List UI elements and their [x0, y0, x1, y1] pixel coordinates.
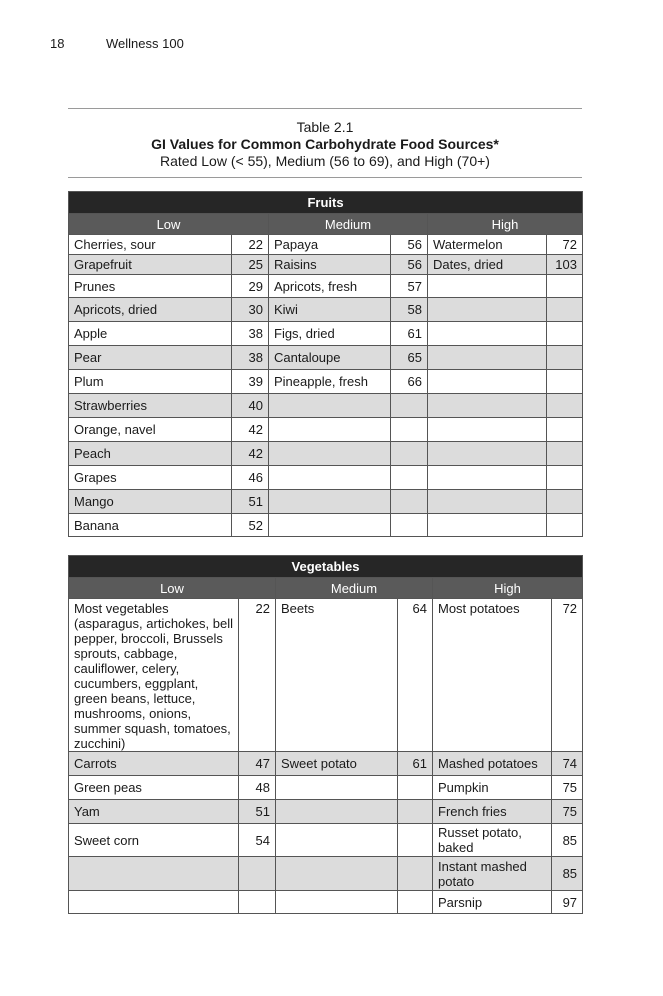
- fruits-medium-gi-cell: [391, 418, 428, 442]
- fruits-medium-gi-cell: [391, 490, 428, 514]
- vegetables-high-food-cell: French fries: [433, 800, 552, 824]
- fruits-medium-gi-cell: [391, 466, 428, 490]
- vegetables-low-gi-cell: 54: [239, 824, 276, 857]
- fruits-medium-food-cell: Figs, dried: [269, 322, 391, 346]
- fruits-low-gi-cell: 30: [232, 298, 269, 322]
- fruits-low-gi-cell: 22: [232, 235, 269, 255]
- fruits-high-gi-cell: 103: [547, 255, 583, 275]
- fruits-low-gi-cell: 38: [232, 322, 269, 346]
- fruits-high-food-cell: [428, 298, 547, 322]
- book-title: Wellness 100: [106, 36, 184, 51]
- fruits-row: [69, 275, 583, 298]
- fruits-low-gi-cell: 39: [232, 370, 269, 394]
- vegetables-table: [68, 555, 583, 914]
- fruits-low-gi-cell: 25: [232, 255, 269, 275]
- vegetables-row: [69, 776, 583, 800]
- vegetables-high-food-cell: Pumpkin: [433, 776, 552, 800]
- fruits-medium-food-cell: [269, 490, 391, 514]
- fruits-high-gi-cell: [547, 275, 583, 298]
- fruits-high-food-cell: [428, 322, 547, 346]
- fruits-medium-gi-cell: 66: [391, 370, 428, 394]
- vegetables-low-food-cell: Sweet corn: [69, 824, 239, 857]
- vegetables-low-food-cell: Most vegetables (asparagus, artichokes, bell pepper, broccoli, Brussels sprouts, cabbage, cauliflower, celery, cucumbers, eggplant, green beans, lettuce, mushrooms, onions, summer squash, tomatoes, zucchini): [69, 599, 239, 752]
- fruits-low-food-cell: Peach: [69, 442, 232, 466]
- fruits-low-food-cell: Plum: [69, 370, 232, 394]
- vegetables-medium-gi-cell: 64: [398, 599, 433, 752]
- vegetables-high-food-cell: Most potatoes: [433, 599, 552, 752]
- vegetables-high-gi-cell: 97: [552, 891, 583, 914]
- fruits-high-gi-cell: [547, 298, 583, 322]
- fruits-medium-food-cell: Papaya: [269, 235, 391, 255]
- caption-bottom-rule: [68, 177, 582, 178]
- vegetables-medium-food-cell: Sweet potato: [276, 752, 398, 776]
- fruits-group-header: Fruits: [69, 192, 583, 214]
- vegetables-medium-food-cell: [276, 776, 398, 800]
- vegetables-high-food-cell: Russet potato, baked: [433, 824, 552, 857]
- vegetables-low-food-cell: Carrots: [69, 752, 239, 776]
- vegetables-low-gi-cell: [239, 891, 276, 914]
- fruits-medium-food-cell: [269, 466, 391, 490]
- fruits-row: [69, 490, 583, 514]
- fruits-low-food-cell: Apricots, dried: [69, 298, 232, 322]
- vegetables-medium-food-cell: [276, 824, 398, 857]
- vegetables-medium-gi-cell: [398, 800, 433, 824]
- fruits-high-gi-cell: [547, 322, 583, 346]
- fruits-row: [69, 466, 583, 490]
- fruits-high-gi-cell: [547, 418, 583, 442]
- vegetables-low-food-cell: [69, 891, 239, 914]
- vegetables-medium-gi-cell: [398, 857, 433, 891]
- vegetables-row: [69, 800, 583, 824]
- fruits-high-gi-cell: [547, 514, 583, 537]
- fruits-low-food-cell: Grapes: [69, 466, 232, 490]
- fruits-row: [69, 298, 583, 322]
- top-rule: [68, 108, 582, 109]
- vegetables-medium-gi-cell: [398, 891, 433, 914]
- fruits-medium-gi-cell: 58: [391, 298, 428, 322]
- vegetables-low-gi-cell: 22: [239, 599, 276, 752]
- fruits-medium-gi-cell: [391, 514, 428, 537]
- fruits-low-food-cell: Grapefruit: [69, 255, 232, 275]
- fruits-medium-food-cell: Apricots, fresh: [269, 275, 391, 298]
- fruits-medium-food-cell: [269, 514, 391, 537]
- fruits-medium-food-cell: Kiwi: [269, 298, 391, 322]
- fruits-medium-food-cell: [269, 394, 391, 418]
- fruits-medium-food-cell: [269, 418, 391, 442]
- running-header: [50, 36, 184, 51]
- fruits-medium-gi-cell: 61: [391, 322, 428, 346]
- vegetables-low-gi-cell: [239, 857, 276, 891]
- fruits-low-gi-cell: 38: [232, 346, 269, 370]
- vegetables-medium-food-cell: [276, 891, 398, 914]
- table-title: GI Values for Common Carbohydrate Food Sources*: [151, 136, 499, 152]
- vegetables-high-gi-cell: 74: [552, 752, 583, 776]
- fruits-low-gi-cell: 29: [232, 275, 269, 298]
- fruits-high-gi-cell: [547, 490, 583, 514]
- fruits-high-food-cell: Watermelon: [428, 235, 547, 255]
- fruits-high-food-cell: [428, 275, 547, 298]
- fruits-high-gi-cell: [547, 394, 583, 418]
- fruits-high-food-cell: Dates, dried: [428, 255, 547, 275]
- fruits-high-gi-cell: 72: [547, 235, 583, 255]
- vegetables-low-food-cell: [69, 857, 239, 891]
- fruits-low-food-cell: Apple: [69, 322, 232, 346]
- fruits-low-gi-cell: 40: [232, 394, 269, 418]
- vegetables-medium-food-cell: [276, 800, 398, 824]
- vegetables-low-gi-cell: 47: [239, 752, 276, 776]
- fruits-medium-food-cell: Cantaloupe: [269, 346, 391, 370]
- vegetables-row: [69, 857, 583, 891]
- fruits-low-gi-cell: 51: [232, 490, 269, 514]
- fruits-low-gi-cell: 46: [232, 466, 269, 490]
- fruits-high-gi-cell: [547, 346, 583, 370]
- fruits-low-food-cell: Prunes: [69, 275, 232, 298]
- vegetables-high-gi-cell: 85: [552, 824, 583, 857]
- vegetables-low-food-cell: Yam: [69, 800, 239, 824]
- fruits-medium-header: Medium: [269, 214, 428, 235]
- fruits-high-food-cell: [428, 514, 547, 537]
- vegetables-row: [69, 752, 583, 776]
- fruits-high-food-cell: [428, 370, 547, 394]
- fruits-medium-gi-cell: 56: [391, 235, 428, 255]
- fruits-high-gi-cell: [547, 466, 583, 490]
- fruits-table: [68, 191, 583, 537]
- fruits-low-gi-cell: 52: [232, 514, 269, 537]
- vegetables-medium-gi-cell: [398, 824, 433, 857]
- vegetables-group-header: Vegetables: [69, 556, 583, 578]
- vegetables-high-gi-cell: 75: [552, 776, 583, 800]
- fruits-low-gi-cell: 42: [232, 418, 269, 442]
- fruits-low-food-cell: Mango: [69, 490, 232, 514]
- table-subtitle: Rated Low (< 55), Medium (56 to 69), and High (70+): [160, 153, 490, 169]
- fruits-low-food-cell: Cherries, sour: [69, 235, 232, 255]
- fruits-high-header: High: [428, 214, 583, 235]
- fruits-row: [69, 255, 583, 275]
- fruits-high-gi-cell: [547, 370, 583, 394]
- fruits-row: [69, 322, 583, 346]
- page-number: 18: [50, 36, 65, 51]
- fruits-row: [69, 235, 583, 255]
- vegetables-high-gi-cell: 85: [552, 857, 583, 891]
- vegetables-row: [69, 824, 583, 857]
- fruits-low-header: Low: [69, 214, 269, 235]
- fruits-medium-food-cell: [269, 442, 391, 466]
- vegetables-high-header: High: [433, 578, 583, 599]
- fruits-low-food-cell: Orange, navel: [69, 418, 232, 442]
- fruits-high-food-cell: [428, 490, 547, 514]
- fruits-row: [69, 514, 583, 537]
- vegetables-medium-food-cell: Beets: [276, 599, 398, 752]
- fruits-low-gi-cell: 42: [232, 442, 269, 466]
- vegetables-low-gi-cell: 51: [239, 800, 276, 824]
- vegetables-medium-gi-cell: [398, 776, 433, 800]
- fruits-high-food-cell: [428, 346, 547, 370]
- fruits-high-gi-cell: [547, 442, 583, 466]
- fruits-high-food-cell: [428, 418, 547, 442]
- fruits-low-food-cell: Pear: [69, 346, 232, 370]
- vegetables-low-header: Low: [69, 578, 276, 599]
- vegetables-medium-food-cell: [276, 857, 398, 891]
- fruits-medium-gi-cell: 56: [391, 255, 428, 275]
- vegetables-row: [69, 891, 583, 914]
- fruits-low-food-cell: Strawberries: [69, 394, 232, 418]
- fruits-row: [69, 346, 583, 370]
- vegetables-high-food-cell: Mashed potatoes: [433, 752, 552, 776]
- vegetables-high-food-cell: Instant mashed potato: [433, 857, 552, 891]
- vegetables-high-gi-cell: 72: [552, 599, 583, 752]
- fruits-low-food-cell: Banana: [69, 514, 232, 537]
- vegetables-high-food-cell: Parsnip: [433, 891, 552, 914]
- fruits-medium-food-cell: Pineapple, fresh: [269, 370, 391, 394]
- fruits-row: [69, 370, 583, 394]
- fruits-medium-food-cell: Raisins: [269, 255, 391, 275]
- vegetables-medium-gi-cell: 61: [398, 752, 433, 776]
- fruits-row: [69, 394, 583, 418]
- fruits-medium-gi-cell: 65: [391, 346, 428, 370]
- fruits-row: [69, 418, 583, 442]
- fruits-row: [69, 442, 583, 466]
- vegetables-high-gi-cell: 75: [552, 800, 583, 824]
- fruits-high-food-cell: [428, 394, 547, 418]
- table-number: Table 2.1: [296, 119, 354, 135]
- vegetables-row: [69, 599, 583, 752]
- fruits-high-food-cell: [428, 466, 547, 490]
- vegetables-medium-header: Medium: [276, 578, 433, 599]
- vegetables-low-gi-cell: 48: [239, 776, 276, 800]
- fruits-medium-gi-cell: [391, 394, 428, 418]
- vegetables-low-food-cell: Green peas: [69, 776, 239, 800]
- fruits-medium-gi-cell: [391, 442, 428, 466]
- fruits-medium-gi-cell: 57: [391, 275, 428, 298]
- fruits-high-food-cell: [428, 442, 547, 466]
